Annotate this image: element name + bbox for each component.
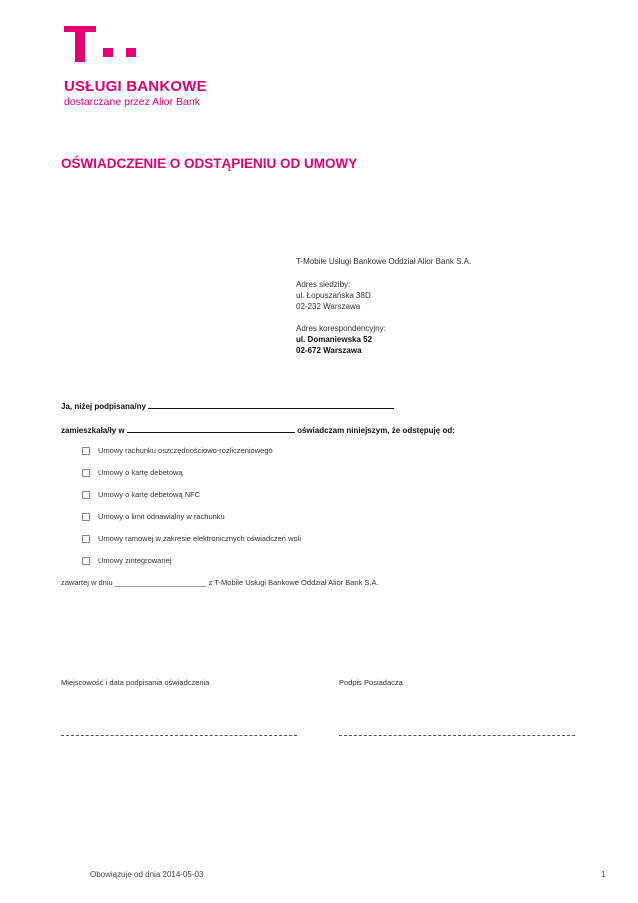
option-item[interactable]	[82, 490, 200, 499]
name-field[interactable]	[148, 401, 394, 409]
option-item[interactable]	[82, 512, 225, 521]
option-label: Umowy o kartę debetową NFC	[98, 490, 201, 499]
brand-subtitle: dostarczane przez Alior Bank	[64, 96, 200, 108]
residence-line	[61, 425, 455, 435]
concluded-prefix: zawartej w dniu	[61, 578, 113, 587]
valid-from: Obowiązuje od dnia 2014-05-03	[90, 870, 204, 879]
option-item[interactable]	[82, 534, 301, 543]
company-name: T-Mobile Usługi Bankowe Oddział Alior Bank S.A.	[296, 257, 472, 266]
logo-dot-icon	[126, 48, 136, 57]
option-item[interactable]	[82, 446, 273, 455]
hq-label: Adres siedziby:	[296, 280, 351, 289]
brand-name: USŁUGI BANKOWE	[64, 78, 207, 95]
declarant-line	[61, 401, 394, 411]
option-item[interactable]	[82, 468, 183, 477]
hq-street: ul. Łopuszańska 38D	[296, 291, 371, 300]
checkbox[interactable]	[82, 535, 90, 543]
correspondence-city: 02-672 Warszawa	[296, 346, 362, 355]
residence-field[interactable]	[127, 425, 295, 433]
checkbox[interactable]	[82, 469, 90, 477]
checkbox[interactable]	[82, 513, 90, 521]
option-label: Umowy o limit odnawialny w rachunku	[98, 512, 225, 521]
document-title: OŚWIADCZENIE O ODSTĄPIENIU OD UMOWY	[61, 156, 358, 171]
correspondence-street: ul. Domaniewska 52	[296, 335, 373, 344]
option-label: Umowy ramowej w zakresie elektronicznych oświadczeń woli	[98, 534, 301, 543]
date-field[interactable]: ______________________	[114, 578, 207, 587]
declarant-label: Ja, niżej podpisana/ny	[61, 402, 146, 411]
logo-dot-icon	[103, 48, 113, 57]
correspondence-label: Adres korespondencyjny:	[296, 324, 386, 333]
place-date-label: Miejscowość i data podpisania oświadczenia	[61, 678, 210, 687]
checkbox[interactable]	[82, 447, 90, 455]
residence-label: zamieszkała/ły w	[61, 426, 125, 435]
holder-signature-label: Podpis Posiadacza	[339, 678, 403, 687]
checkbox[interactable]	[82, 491, 90, 499]
option-label: Umowy o kartę debetową	[98, 468, 183, 477]
option-label: Umowy zintegrowanej	[98, 556, 172, 565]
option-label: Umowy rachunku oszczędnościowo-rozliczeniowego	[98, 446, 273, 455]
concluded-suffix: z T-Mobile Usługi Bankowe Oddział Alior Bank S.A.	[208, 578, 379, 587]
checkbox[interactable]	[82, 557, 90, 565]
signature-field[interactable]	[339, 735, 575, 736]
withdrawal-statement: oświadczam niniejszym, że odstępuję od:	[297, 426, 455, 435]
hq-city: 02-232 Warszawa	[296, 302, 361, 311]
page-number: 1	[601, 870, 606, 879]
place-date-field[interactable]	[61, 735, 297, 736]
t-logo-icon	[64, 26, 96, 62]
option-item[interactable]	[82, 556, 171, 565]
concluded-line	[61, 578, 379, 587]
